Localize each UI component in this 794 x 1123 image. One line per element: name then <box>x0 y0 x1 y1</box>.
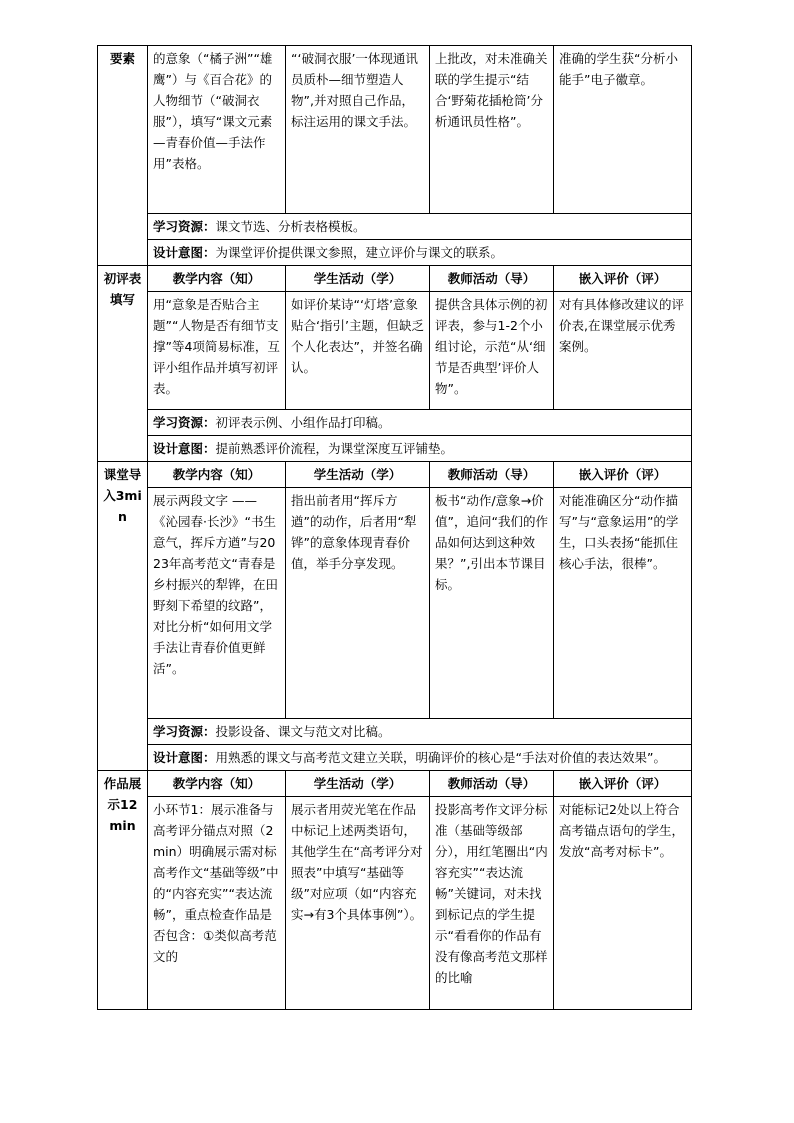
table-row <box>98 410 692 436</box>
table-row <box>98 240 692 266</box>
resource-row <box>148 719 692 745</box>
table-row <box>98 797 692 1010</box>
column-header: 嵌入评价（评） <box>554 462 692 488</box>
resource-label: 学习资源： <box>153 724 216 739</box>
teacher-activity-cell: 板书“动作/意象→价值”，追问“我们的作品如何达到这种效果？”,引出本节课目标。 <box>430 488 554 719</box>
section-label: 初评表填写 <box>98 266 148 462</box>
content-cell: 用“意象是否贴合主题”“人物是否有细节支撑”等4项简易标准，互评小组作品并填写初评表。 <box>148 292 286 410</box>
table-row <box>98 771 692 797</box>
intent-text: 用熟悉的课文与高考范文建立关联，明确评价的核心是“手法对价值的表达效果”。 <box>215 750 666 765</box>
column-header: 教学内容（知） <box>148 462 286 488</box>
intent-label: 设计意图： <box>153 245 216 260</box>
student-activity-cell: 指出前者用“挥斥方遒”的动作，后者用“犁铧”的意象体现青春价值，举手分享发现。 <box>286 488 430 719</box>
column-header: 学生活动（学） <box>286 771 430 797</box>
evaluation-cell: 对能标记2处以上符合高考锚点语句的学生，发放“高考对标卡”。 <box>554 797 692 1010</box>
column-header: 学生活动（学） <box>286 462 430 488</box>
lesson-plan-table <box>97 45 692 1010</box>
resource-row <box>148 214 692 240</box>
column-header: 学生活动（学） <box>286 266 430 292</box>
column-header: 教学内容（知） <box>148 771 286 797</box>
teacher-activity-cell: 提供含具体示例的初评表，参与1-2个小组讨论，示范“从‘细节是否典型’评价人物”。 <box>430 292 554 410</box>
intent-label: 设计意图： <box>153 441 216 456</box>
table-row <box>98 266 692 292</box>
column-header: 教师活动（导） <box>430 462 554 488</box>
intent-row <box>148 745 692 771</box>
resource-text: 投影设备、课文与范文对比稿。 <box>215 724 391 739</box>
table-row <box>98 745 692 771</box>
resource-text: 初评表示例、小组作品打印稿。 <box>215 415 391 430</box>
teacher-activity-cell: 投影高考作文评分标准（基础等级部分），用红笔圈出“内容充实”“表达流畅”关键词，对未找到标记点的学生提示“看看你的作品有没有像高考范文那样的比喻 <box>430 797 554 1010</box>
table-row <box>98 46 692 214</box>
column-header: 教学内容（知） <box>148 266 286 292</box>
intent-row <box>148 240 692 266</box>
content-cell: 小环节1：展示准备与高考评分锚点对照（2min）明确展示需对标高考作文“基础等级”中的“内容充实”“表达流畅”，重点检查作品是否包含：①类似高考范文的 <box>148 797 286 1010</box>
evaluation-cell: 对能准确区分“动作描写”与“意象运用”的学生，口头表扬“能抓住核心手法，很棒”。 <box>554 488 692 719</box>
intent-label: 设计意图： <box>153 750 216 765</box>
student-activity-cell: 展示者用荧光笔在作品中标记上述两类语句，其他学生在“高考评分对照表”中填写“基础等级”对应项（如“内容充实→有3个具体事例”）。 <box>286 797 430 1010</box>
intent-text: 为课堂评价提供课文参照，建立评价与课文的联系。 <box>215 245 504 260</box>
evaluation-cell: 对有具体修改建议的评价表,在课堂展示优秀案例。 <box>554 292 692 410</box>
column-header: 嵌入评价（评） <box>554 266 692 292</box>
table-row <box>98 488 692 719</box>
table-row <box>98 462 692 488</box>
resource-label: 学习资源： <box>153 219 216 234</box>
intent-text: 提前熟悉评价流程，为课堂深度互评铺垫。 <box>215 441 454 456</box>
column-header: 嵌入评价（评） <box>554 771 692 797</box>
section-label: 要素 <box>98 46 148 266</box>
content-cell: 展示两段文字 ——《沁园春·长沙》“书生意气，挥斥方遒”与2023年高考范文“青春是乡村振兴的犁铧，在田野刻下希望的纹路”，对比分析“如何用文学手法让青春价值更鲜活”。 <box>148 488 286 719</box>
column-header: 教师活动（导） <box>430 266 554 292</box>
table-row <box>98 436 692 462</box>
resource-text: 课文节选、分析表格模板。 <box>215 219 366 234</box>
intent-row <box>148 436 692 462</box>
resource-label: 学习资源： <box>153 415 216 430</box>
section-label: 作品展示12min <box>98 771 148 1010</box>
student-activity-cell: “‘破洞衣服’一体现通讯员质朴—细节塑造人物”,并对照自己作品，标注运用的课文手法。 <box>286 46 430 214</box>
table-row <box>98 292 692 410</box>
evaluation-cell: 准确的学生获“分析小能手”电子徽章。 <box>554 46 692 214</box>
resource-row <box>148 410 692 436</box>
table-row <box>98 719 692 745</box>
student-activity-cell: 如评价某诗“‘灯塔’意象贴合‘指引’主题，但缺乏个人化表达”，并签名确认。 <box>286 292 430 410</box>
section-label: 课堂导入3min <box>98 462 148 771</box>
column-header: 教师活动（导） <box>430 771 554 797</box>
teacher-activity-cell: 上批改，对未准确关联的学生提示“结合‘野菊花插枪筒’分析通讯员性格”。 <box>430 46 554 214</box>
table-row <box>98 214 692 240</box>
content-cell: 的意象（“橘子洲”“雄鹰”）与《百合花》的人物细节（“破洞衣服”），填写“课文元素—青春价值—手法作用”表格。 <box>148 46 286 214</box>
